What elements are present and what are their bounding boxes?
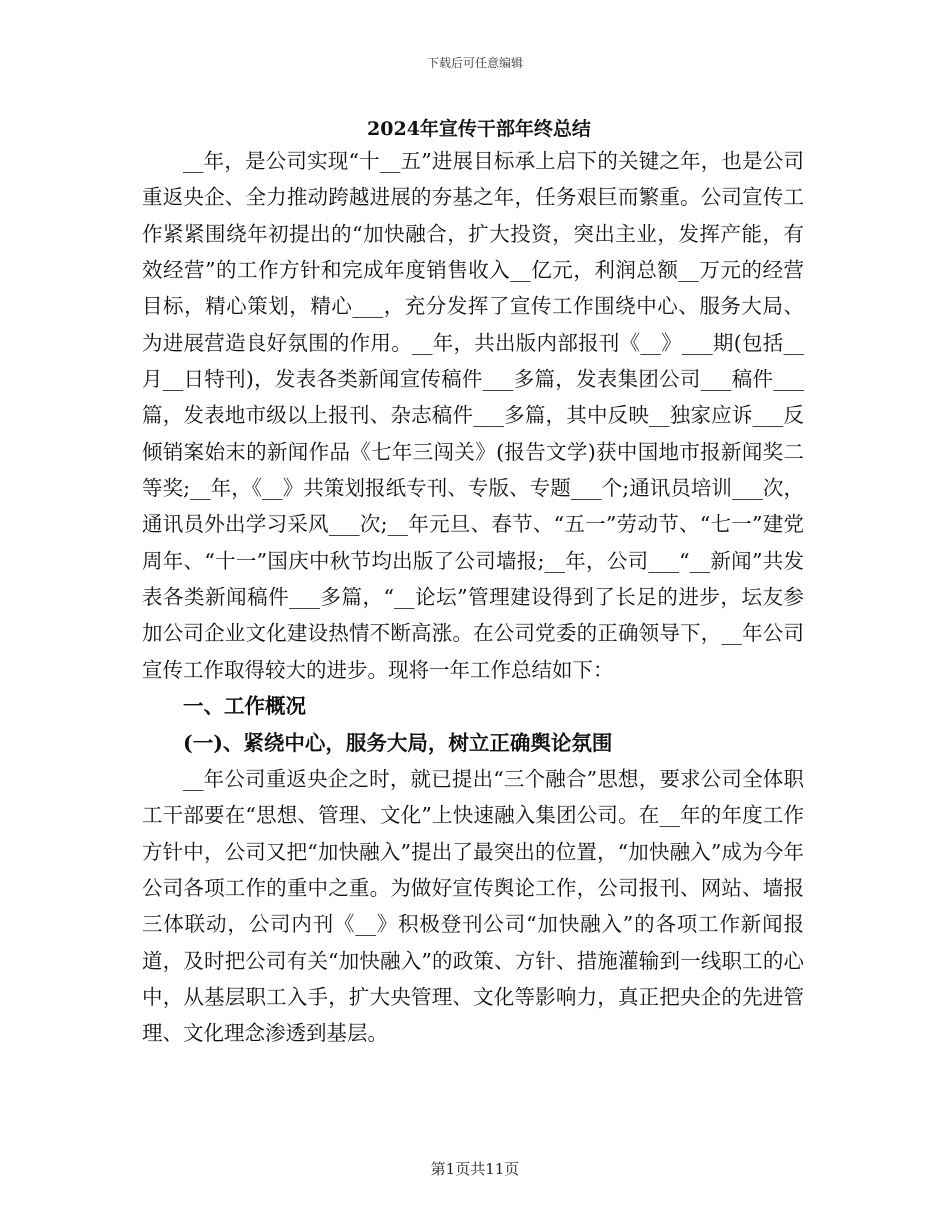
document-title: 2024年宣传干部年终总结 [367,118,591,140]
section-heading-overview: 一、工作概况 [183,694,306,719]
paragraph-integration: __年公司重返央企之时，就已提出“三个融合”思想，要求公司全体职工干部要在“思想、管理、文化”上快速融入集团公司。在__年的年度工作方针中，公司又把“加快融入”提出了最突出的位置，“加快融入”成为今年公司各项工作的重中之重。为做好宣传舆论工作，公司报刊、网站、墙报三体联动，公司内刊《__》积极登刊公司“加快融入”的各项工作新闻报道，及时把公司有关“加快融入”的政策、方针、措施灌输到一线职工的心中，从基层职工入手，扩大央管理、文化等影响力，真正把央企的先进管理、文化理念渗透到基层。 [142,766,804,1046]
document-body [142,143,804,1052]
paragraph-intro: __年，是公司实现“十__五”进展目标承上启下的关键之年，也是公司重返央企、全力推动跨越进展的夯基之年，任务艰巨而繁重。公司宣传工作紧紧围绕年初提出的“加快融合，扩大投资，突出主业，发挥产能，有效经营”的工作方针和完成年度销售收入__亿元，利润总额__万元的经营目标，精心策划，精心___，充分发挥了宣传工作围绕中心、服务大局、为进展营造良好氛围的作用。__年，共出版内部报刊《__》___期(包括__月__日特刊)，发表各类新闻宣传稿件___多篇，发表集团公司___稿件___篇，发表地市级以上报刊、杂志稿件___多篇，其中反映__独家应诉___反倾销案始末的新闻作品《七年三闯关》(报告文学)获中国地市报新闻奖二等奖;__年，《__》共策划报纸专刊、专版、专题___个;通讯员培训___次，通讯员外出学习采风___次;__年元旦、春节、“五一”劳动节、“七一”建党周年、“十一”国庆中秋节均出版了公司墙报;__年，公司___“__新闻”共发表各类新闻稿件___多篇，“__论坛”管理建设得到了长足的进步，坛友参加公司企业文化建设热情不断高涨。在公司党委的正确领导下，__年公司宣传工作取得较大的进步。现将一年工作总结如下： [142,149,804,682]
subsection-heading-1: (一)、紧绕中心，服务大局，树立正确舆论氛围 [183,730,613,755]
page-footer: 第1页共11页 [430,1160,520,1178]
header-note: 下载后可任意编辑 [426,56,523,70]
